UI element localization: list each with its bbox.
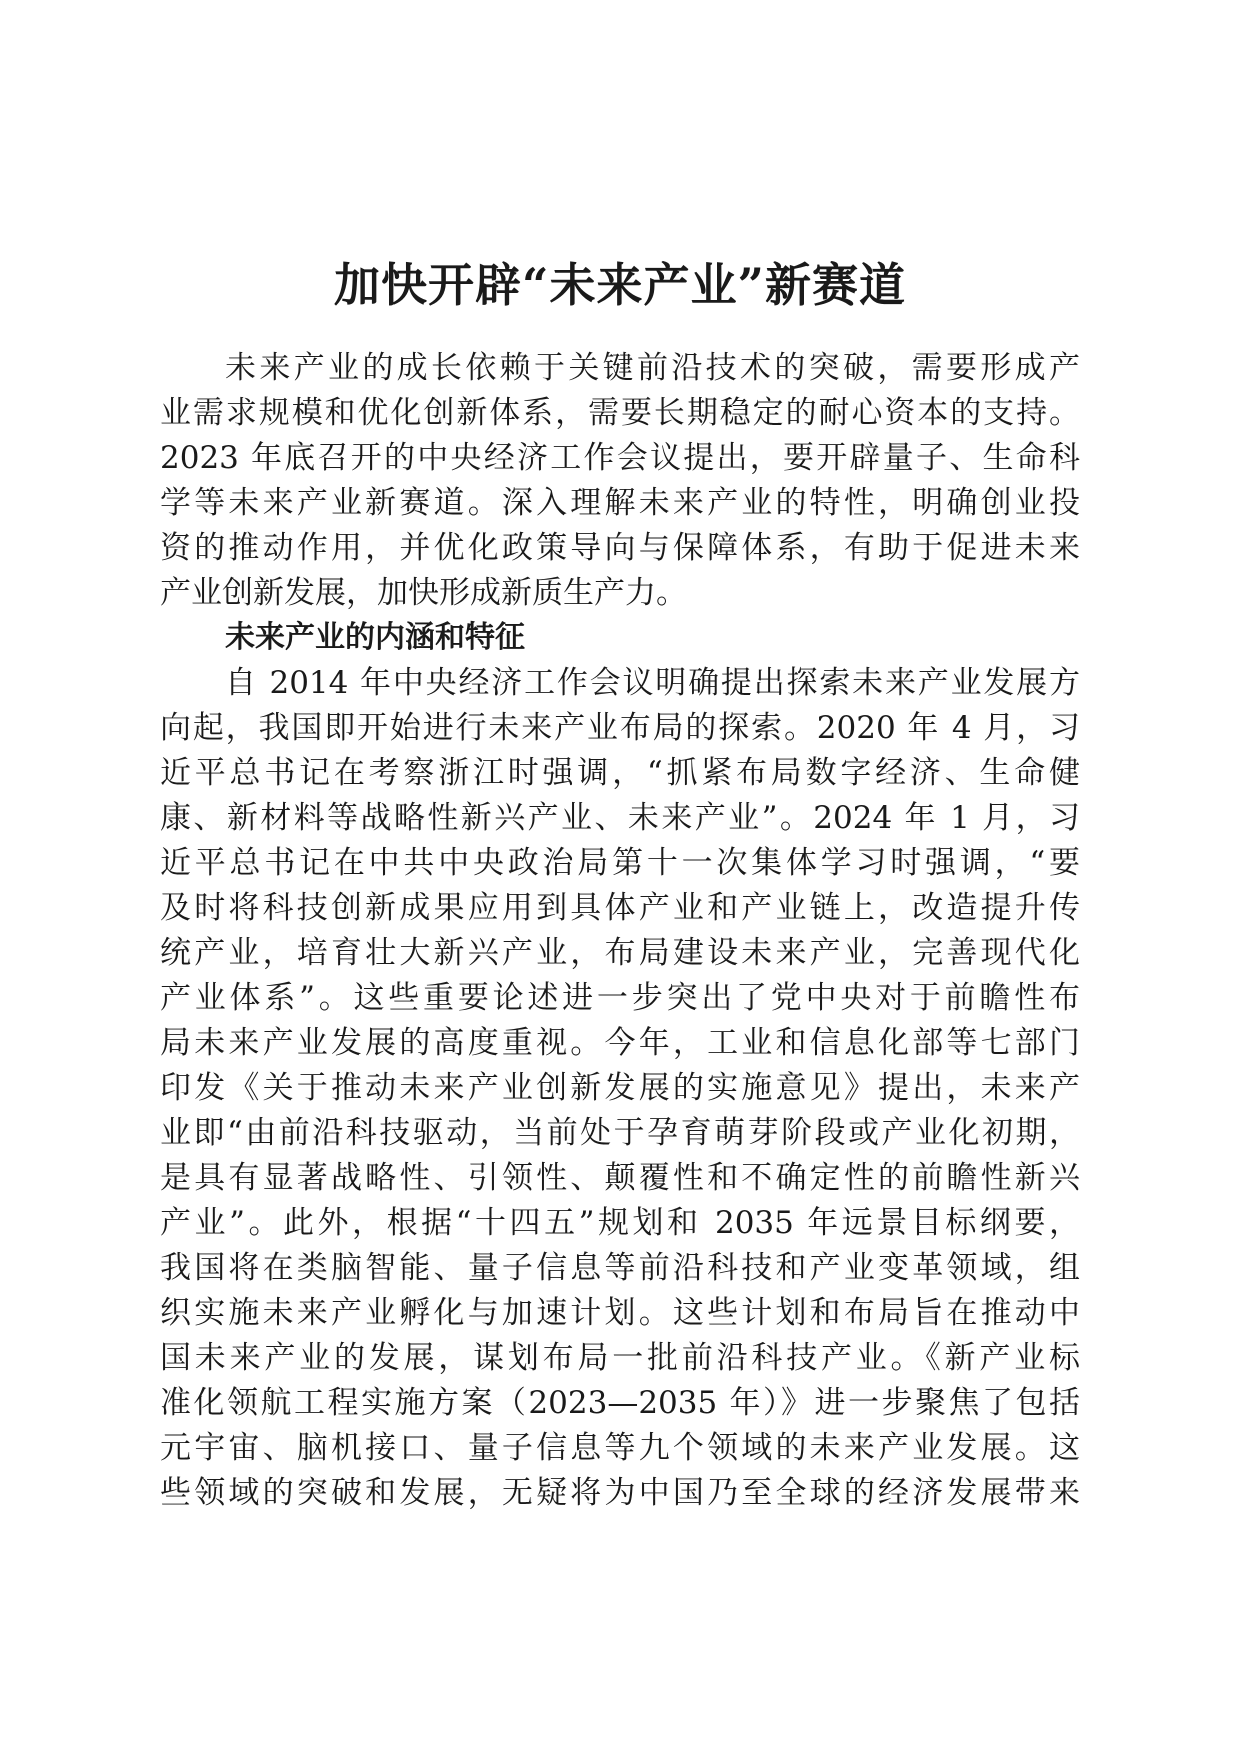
paragraph-2-line: 我国将在类脑智能、量子信息等前沿科技和产业变革领域，组 xyxy=(160,1250,1080,1286)
paragraph-1-line: 资的推动作用，并优化政策导向与保障体系，有助于促进未来 xyxy=(160,530,1080,566)
paragraph-1-line: 学等未来产业新赛道。深入理解未来产业的特性，明确创业投 xyxy=(160,485,1080,521)
paragraph-2-line: 产业体系”。这些重要论述进一步突出了党中央对于前瞻性布 xyxy=(160,980,1080,1016)
paragraph-2-line: 近平总书记在中共中央政治局第十一次集体学习时强调，“要 xyxy=(160,845,1080,881)
paragraph-2-line: 产业”。此外，根据“十四五”规划和 2035 年远景目标纲要， xyxy=(160,1205,1080,1241)
paragraph-2-line: 织实施未来产业孵化与加速计划。这些计划和布局旨在推动中 xyxy=(160,1295,1080,1331)
paragraph-1-line: 未来产业的成长依赖于关键前沿技术的突破，需要形成产 xyxy=(225,350,1080,386)
paragraph-2-line: 国未来产业的发展，谋划布局一批前沿科技产业。《新产业标 xyxy=(160,1340,1080,1376)
paragraph-1-line: 业需求规模和优化创新体系，需要长期稳定的耐心资本的支持。 xyxy=(160,395,1080,431)
paragraph-2-line: 康、新材料等战略性新兴产业、未来产业”。2024 年 1 月，习 xyxy=(160,800,1080,836)
paragraph-2-line: 及时将科技创新成果应用到具体产业和产业链上，改造提升传 xyxy=(160,890,1080,926)
paragraph-2-line: 局未来产业发展的高度重视。今年，工业和信息化部等七部门 xyxy=(160,1025,1080,1061)
paragraph-2-line: 业即“由前沿科技驱动，当前处于孕育萌芽阶段或产业化初期， xyxy=(160,1115,1080,1151)
paragraph-2-line: 是具有显著战略性、引领性、颠覆性和不确定性的前瞻性新兴 xyxy=(160,1160,1080,1196)
paragraph-2-line: 向起，我国即开始进行未来产业布局的探索。2020 年 4 月，习 xyxy=(160,710,1080,746)
paragraph-2-line: 些领域的突破和发展，无疑将为中国乃至全球的经济发展带来 xyxy=(160,1475,1080,1511)
article-title: 加快开辟“未来产业”新赛道 xyxy=(334,258,906,312)
paragraph-2-line: 元宇宙、脑机接口、量子信息等九个领域的未来产业发展。这 xyxy=(160,1430,1080,1466)
paragraph-2-line: 准化领航工程实施方案（2023—2035 年）》进一步聚焦了包括 xyxy=(160,1385,1080,1421)
paragraph-2-line: 近平总书记在考察浙江时强调，“抓紧布局数字经济、生命健 xyxy=(160,755,1080,791)
paragraph-2-line: 统产业，培育壮大新兴产业，布局建设未来产业，完善现代化 xyxy=(160,935,1080,971)
paragraph-1-line: 产业创新发展，加快形成新质生产力。 xyxy=(160,575,687,611)
paragraph-1-line: 2023 年底召开的中央经济工作会议提出，要开辟量子、生命科 xyxy=(160,440,1080,476)
paragraph-2-line: 自 2014 年中央经济工作会议明确提出探索未来产业发展方 xyxy=(225,665,1080,701)
paragraph-2-line: 印发《关于推动未来产业创新发展的实施意见》提出，未来产 xyxy=(160,1070,1080,1106)
section-heading: 未来产业的内涵和特征 xyxy=(225,620,525,655)
